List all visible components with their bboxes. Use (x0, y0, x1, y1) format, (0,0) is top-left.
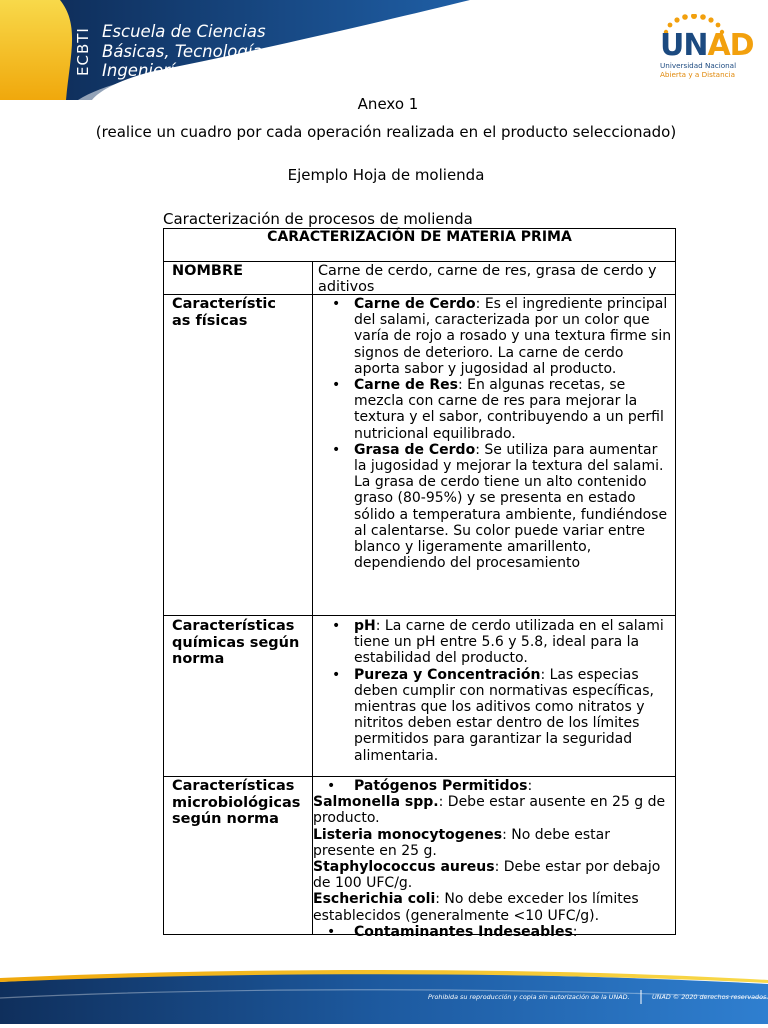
table-divider (164, 615, 675, 616)
list-item (313, 778, 673, 794)
row-label-physical: Característic as físicas (172, 296, 276, 329)
table-divider (164, 776, 675, 777)
micro-entry (313, 827, 673, 859)
item-term: Pureza y Concentración (354, 666, 541, 683)
unad-subtitle (660, 62, 736, 79)
list-item (318, 442, 673, 572)
ecbti-label: ECBTI (74, 27, 92, 77)
item-text: : (572, 923, 578, 940)
list-item (318, 296, 673, 377)
school-name-line: Ingeniería (102, 61, 185, 80)
item-text: : Las especias deben cumplir con normativas específicas, mientras que los aditivos como nitratos y nitritos deben estar dentro de los límites permitidos para garantizar la seguridad alimentaria. (354, 666, 654, 764)
footer-copyright: UNAD © 2020 derechos reservados. (652, 993, 768, 1001)
entry-term: Escherichia coli (313, 891, 436, 908)
micro-entry (313, 891, 673, 923)
entry-text: : Debe estar ausente en 25 g de producto. (313, 794, 666, 827)
entry-term: Listeria monocytogenes (313, 826, 503, 843)
row-value-chemical (318, 618, 673, 764)
example-heading: Ejemplo Hoja de molienda (287, 166, 485, 184)
annex-heading: Anexo 1 (357, 95, 419, 113)
list-item (318, 667, 673, 764)
list-item (318, 377, 673, 442)
entry-text: : Debe estar por debajo de 100 UFC/g. (313, 859, 661, 892)
row-value-nombre: Carne de cerdo, carne de res, grasa de cerdo y aditivos (318, 263, 657, 295)
entry-term: Salmonella spp. (313, 794, 439, 811)
list-item (318, 618, 673, 667)
entry-text: : No debe exceder los límites establecidos (generalmente <10 UFC/g). (313, 891, 639, 924)
school-name-line: Básicas, Tecnología e (102, 41, 278, 61)
micro-entry (313, 859, 673, 891)
table-divider (164, 261, 675, 262)
item-text: : Se utiliza para aumentar la jugosidad y mejorar la textura del salami. La grasa de cerdo tiene un alto contenido graso (80-95%) y se presenta en estado sólido a temperatura ambiente, fundiéndose al calentarse. Su color puede variar entre blanco y ligeramente amarillento, dependiendo del procesamiento (354, 441, 668, 572)
row-label-microbiological: Características microbiológicas según norma (172, 778, 301, 827)
unad-wordmark-ad: AD (707, 28, 754, 63)
item-term: Carne de Res (354, 377, 458, 394)
entry-term: Staphylococcus aureus (313, 859, 495, 876)
item-text: : (527, 778, 533, 794)
instruction-text: (realice un cuadro por cada operación realizada en el producto seleccionado) (95, 123, 677, 141)
list-item (313, 924, 673, 940)
table-caption: Caracterización de procesos de molienda (163, 210, 473, 228)
entry-text: : No debe estar presente en 25 g. (313, 826, 610, 859)
school-name-line: Escuela de Ciencias (102, 22, 266, 41)
item-term: Patógenos Permitidos (354, 778, 528, 794)
footer-notice: Prohibida su reproducción y copia sin autorización de la UNAD. (428, 993, 630, 1001)
item-text: : En algunas recetas, se mezcla con carne de res para mejorar la textura y el sabor, contribuyendo a un perfil nutricional equilibrado. (354, 377, 664, 442)
characterization-table (163, 228, 676, 940)
table-title: CARACTERIZACIÓN DE MATERIA PRIMA (267, 229, 572, 245)
footer-band (0, 968, 768, 1024)
row-value-microbiological (313, 778, 673, 940)
unad-subtitle-line: Universidad Nacional (660, 61, 737, 70)
item-term: pH (354, 618, 376, 634)
row-label-chemical: Características químicas según norma (172, 618, 300, 667)
item-term: Carne de Cerdo (354, 296, 476, 312)
header-banner (0, 0, 768, 100)
item-term: Contaminantes Indeseables (354, 923, 573, 940)
unad-wordmark (660, 28, 754, 63)
item-text: : La carne de cerdo utilizada en el salami tiene un pH entre 5.6 y 5.8, ideal para la estabilidad del producto. (354, 618, 664, 667)
item-term: Grasa de Cerdo (354, 441, 476, 458)
row-label-nombre: NOMBRE (172, 263, 244, 279)
row-value-physical (318, 296, 673, 571)
unad-logo (656, 14, 754, 80)
unad-wordmark-un: UN (660, 28, 708, 63)
item-text: : Es el ingrediente principal del salami, caracterizada por un color que varía de rojo a rosado y una textura firme sin signos de deterioro. La carne de cerdo aporta sabor y jugosidad al producto. (354, 296, 672, 377)
micro-entry (313, 794, 673, 826)
unad-subtitle-line: Abierta y a Distancia (660, 69, 735, 79)
school-name (102, 22, 302, 81)
